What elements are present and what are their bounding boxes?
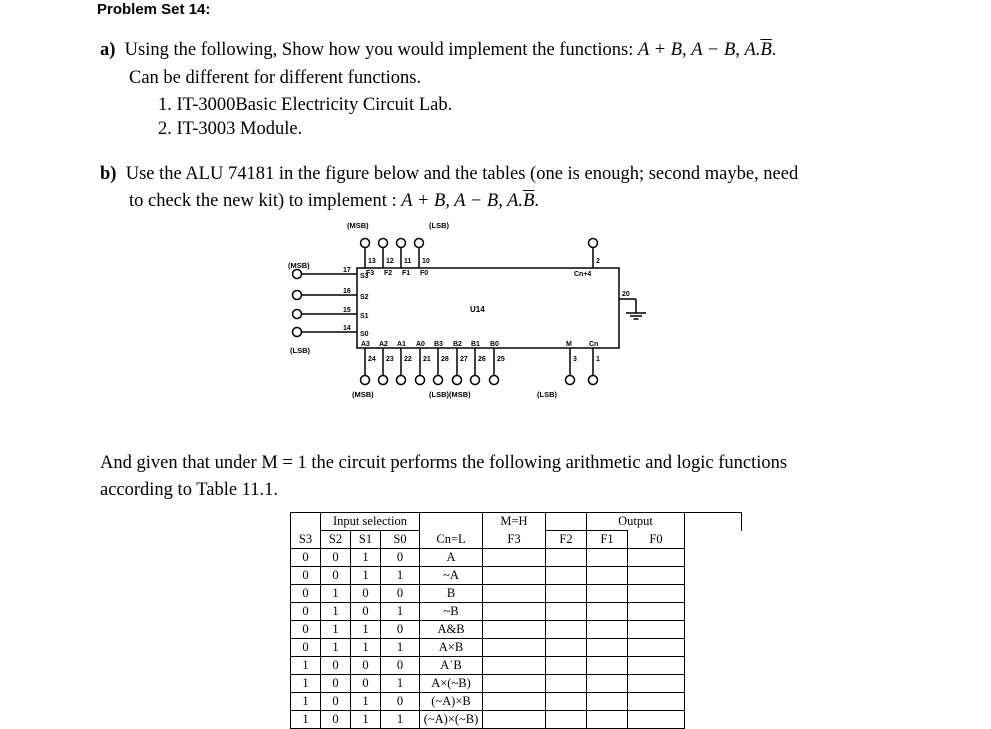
- b-terminal-9: [589, 376, 598, 385]
- gnd-pin-number: 20: [622, 291, 630, 298]
- table-cell: [628, 585, 685, 603]
- table-cell: [628, 693, 685, 711]
- table-cell: 0: [291, 585, 321, 603]
- table-cell: 0: [321, 675, 351, 693]
- b-terminal-6: [471, 376, 480, 385]
- left-msb-label: (MSB): [288, 261, 310, 270]
- header-s1: S1: [351, 531, 381, 549]
- table-cell: 0: [351, 675, 381, 693]
- table-cell: 1: [291, 657, 321, 675]
- b-label-5: B2: [453, 341, 462, 348]
- table-cell: ~B: [420, 603, 483, 621]
- table-cell: [587, 639, 628, 657]
- part-b-end: .: [534, 191, 539, 211]
- table-row: [291, 549, 742, 567]
- table-cell: [546, 603, 587, 621]
- s-pin-number-3: 14: [343, 325, 351, 332]
- table-cell: [628, 549, 685, 567]
- table-cell: [483, 639, 546, 657]
- part-b-prefix: to check the new kit) to implement :: [129, 191, 402, 211]
- b-pin-number-3: 21: [423, 356, 431, 363]
- table-cell: 0: [321, 693, 351, 711]
- part-b-line2: [129, 190, 539, 212]
- func-a-minus-b: A − B: [691, 40, 736, 60]
- header-f3: F3: [483, 531, 546, 549]
- alu-74181-diagram: [270, 215, 670, 410]
- b-terminal-4: [434, 376, 443, 385]
- s-label-3: S0: [360, 331, 369, 338]
- b-pin-number-9: 1: [596, 356, 600, 363]
- s-terminal-2: [293, 310, 302, 319]
- table-cell: A×B: [420, 639, 483, 657]
- f-pin-number-2: 11: [404, 258, 412, 265]
- f-pin-number-0: 13: [368, 258, 376, 265]
- ground-connection: [619, 291, 646, 319]
- table-row: [291, 567, 742, 585]
- table-cell: 1: [351, 621, 381, 639]
- func-b-bar: $\overline{B}$: [760, 40, 772, 60]
- table-cell: 1: [351, 549, 381, 567]
- table-cell: [546, 621, 587, 639]
- table-cell: [483, 675, 546, 693]
- table-cell: [546, 585, 587, 603]
- chip-body: [357, 268, 619, 348]
- part-b-bar: $\overline{B}$: [523, 191, 535, 211]
- table-cell: 0: [291, 603, 321, 621]
- f-terminal-0: [361, 239, 370, 248]
- table-row: [291, 621, 742, 639]
- table-cell: 0: [381, 585, 420, 603]
- s-terminal-3: [293, 328, 302, 337]
- table-cell: ~A: [420, 567, 483, 585]
- table-cell: A&B: [420, 621, 483, 639]
- func-a-plus-b: A + B: [638, 40, 683, 60]
- group-f3-empty: [546, 513, 587, 531]
- s-pin-number-2: 15: [343, 307, 351, 314]
- table-cell: 0: [291, 639, 321, 657]
- s-pin-number-1: 16: [343, 288, 351, 295]
- table-cell: A: [420, 549, 483, 567]
- table-cell: 1: [351, 639, 381, 657]
- table-cell: (~A)×B: [420, 693, 483, 711]
- func-end: .: [771, 40, 777, 60]
- table-cell: 0: [351, 585, 381, 603]
- b-terminal-8: [566, 376, 575, 385]
- table-cell: [628, 621, 685, 639]
- b-label-6: B1: [471, 341, 480, 348]
- f-pin-number-3: 10: [422, 258, 430, 265]
- table-header-row: [291, 531, 742, 549]
- table-cell: [483, 567, 546, 585]
- header-s3: S3: [291, 531, 321, 549]
- f-terminal-1: [379, 239, 388, 248]
- f-label-1: F2: [384, 270, 393, 277]
- b-pin-number-2: 22: [404, 356, 412, 363]
- table-cell: A˙B: [420, 657, 483, 675]
- table-cell: [483, 603, 546, 621]
- b-label-3: A0: [416, 341, 425, 348]
- table-cell: [546, 549, 587, 567]
- table-row: [291, 603, 742, 621]
- table-cell: [628, 639, 685, 657]
- f-terminal-2: [397, 239, 406, 248]
- header-s2: S2: [321, 531, 351, 549]
- f-label-2: F1: [402, 270, 411, 277]
- part-b-text1: Use the ALU 74181 in the figure below and the tables (one is enough; second maybe, need: [125, 164, 799, 184]
- b-terminal-7: [490, 376, 499, 385]
- s-pin-number-0: 17: [343, 267, 351, 274]
- table-cell: 1: [321, 639, 351, 657]
- table-cell: 1: [381, 603, 420, 621]
- table-cell: [483, 621, 546, 639]
- table-cell: [587, 549, 628, 567]
- table-cell: 1: [381, 567, 420, 585]
- group-mode: M=H: [483, 513, 546, 531]
- b-pin-number-6: 26: [478, 356, 486, 363]
- f-pin-number-1: 12: [386, 258, 394, 265]
- left-lsb-label: (LSB): [290, 346, 310, 355]
- header-f0: F0: [628, 531, 685, 549]
- b-terminal-2: [397, 376, 406, 385]
- part-a-item-1: 1. IT-3000Basic Electricity Circuit Lab.: [158, 95, 453, 115]
- table-cell: 1: [351, 567, 381, 585]
- table-cell: 0: [321, 711, 351, 729]
- b-terminal-3: [416, 376, 425, 385]
- chip-label: U14: [470, 305, 485, 314]
- table-cell: 1: [381, 639, 420, 657]
- b-pin-number-7: 25: [497, 356, 505, 363]
- b-terminal-1: [379, 376, 388, 385]
- table-cell: 1: [321, 621, 351, 639]
- s-label-1: S2: [360, 294, 369, 301]
- page-title: Problem Set 14:: [97, 1, 211, 18]
- cn4-label: Cn+4: [574, 271, 592, 278]
- table-cell: 0: [351, 603, 381, 621]
- func-a-dot: A.: [744, 40, 761, 60]
- table-group-row: [291, 513, 742, 531]
- b-terminal-0: [361, 376, 370, 385]
- b-label-9: Cn: [589, 341, 599, 348]
- table-cell: 1: [291, 675, 321, 693]
- table-cell: 0: [381, 693, 420, 711]
- part-a-label: a): [100, 40, 116, 60]
- table-cell: [628, 567, 685, 585]
- table-cell: 0: [321, 657, 351, 675]
- b-label-2: A1: [397, 341, 406, 348]
- table-row: [291, 639, 742, 657]
- top-msb-label: (MSB): [347, 221, 369, 230]
- table-cell: [546, 693, 587, 711]
- b-pin-number-8: 3: [573, 356, 577, 363]
- table-cell: [587, 693, 628, 711]
- f-terminal-3: [415, 239, 424, 248]
- bottom-lsb-label: (LSB): [537, 390, 557, 399]
- table-cell: [546, 567, 587, 585]
- table-cell: [628, 603, 685, 621]
- b-pin-number-5: 27: [460, 356, 468, 363]
- table-cell: [587, 567, 628, 585]
- header-cn-l: Cn=L: [420, 531, 483, 549]
- f-label-0: F3: [366, 270, 375, 277]
- f-label-3: F0: [420, 270, 429, 277]
- header-s0: S0: [381, 531, 420, 549]
- table-cell: 1: [381, 675, 420, 693]
- table-body: [291, 549, 742, 729]
- table-cell: [483, 549, 546, 567]
- table-cell: 1: [351, 711, 381, 729]
- table-cell: (~A)×(~B): [420, 711, 483, 729]
- part-a-line1: a) Using the following, Show how you would implement the functions: A + B, A − B, $A.\overline{B}$.: [100, 40, 777, 60]
- table-row: [291, 675, 742, 693]
- b-label-1: A2: [379, 341, 388, 348]
- function-table: [290, 512, 742, 729]
- cn4-pin-number: 2: [596, 258, 600, 265]
- table-row: [291, 693, 742, 711]
- table-row: [291, 585, 742, 603]
- table-cell: 1: [291, 693, 321, 711]
- s-label-0: S3: [360, 273, 369, 280]
- table-cell: 0: [381, 549, 420, 567]
- table-cell: 1: [291, 711, 321, 729]
- table-cell: 0: [291, 621, 321, 639]
- b-pin-number-0: 24: [368, 356, 376, 363]
- table-cell: 1: [321, 585, 351, 603]
- top-lsb-label: (LSB): [429, 221, 449, 230]
- table-cell: B: [420, 585, 483, 603]
- table-cell: [628, 675, 685, 693]
- table-cell: [587, 675, 628, 693]
- table-cell: 1: [381, 711, 420, 729]
- group-f0-empty: [685, 513, 742, 531]
- header-f1: F1: [587, 531, 628, 549]
- table-cell: [483, 693, 546, 711]
- table-cell: 0: [381, 621, 420, 639]
- table-cell: 0: [291, 567, 321, 585]
- b-pin-number-1: 23: [386, 356, 394, 363]
- s-label-2: S1: [360, 313, 369, 320]
- b-pin-number-4: 28: [441, 356, 449, 363]
- table-cell: [587, 657, 628, 675]
- table-cell: 0: [321, 567, 351, 585]
- table-cell: [546, 675, 587, 693]
- table-cell: 0: [291, 549, 321, 567]
- table-cell: 0: [381, 657, 420, 675]
- b-terminal-5: [453, 376, 462, 385]
- table-cell: 0: [351, 657, 381, 675]
- given-line1: And given that under M = 1 the circuit performs the following arithmetic and logic functions: [100, 453, 788, 473]
- part-a-item-2: 2. IT-3003 Module.: [158, 119, 303, 139]
- table-cell: 0: [321, 549, 351, 567]
- table-cell: [587, 585, 628, 603]
- group-s0-empty: [420, 513, 483, 531]
- bottom-lsbmsb-label: (LSB)(MSB): [429, 390, 471, 399]
- table-row: [291, 657, 742, 675]
- b-label-0: A3: [361, 341, 370, 348]
- table-cell: [546, 657, 587, 675]
- b-label-8: M: [566, 341, 572, 348]
- table-cell: [483, 657, 546, 675]
- b-label-7: B0: [490, 341, 499, 348]
- part-b-line1: [100, 163, 798, 185]
- table-cell: [483, 585, 546, 603]
- part-a-intro: Using the following, Show how you would implement the functions:: [124, 40, 639, 60]
- part-a-line2: Can be different for different functions.: [129, 68, 422, 88]
- s-terminal-0: [293, 270, 302, 279]
- part-b-funcs: A + B, A − B, A.: [401, 191, 524, 211]
- table-cell: 1: [351, 693, 381, 711]
- cn4-terminal: [589, 239, 598, 248]
- group-s3-empty: [291, 513, 321, 531]
- s-terminal-1: [293, 291, 302, 300]
- table-cell: 1: [321, 603, 351, 621]
- group-output: Output: [587, 513, 685, 531]
- group-input-selection: Input selection: [321, 513, 420, 531]
- table-cell: [587, 603, 628, 621]
- bottom-msb-label: (MSB): [352, 390, 374, 399]
- part-b-label: b): [100, 164, 117, 184]
- b-label-4: B3: [434, 341, 443, 348]
- header-f2: F2: [546, 531, 587, 549]
- table-cell: [546, 639, 587, 657]
- table-cell: [628, 657, 685, 675]
- given-line2: according to Table 11.1.: [100, 480, 278, 500]
- table-cell: A×(~B): [420, 675, 483, 693]
- table-cell: [587, 621, 628, 639]
